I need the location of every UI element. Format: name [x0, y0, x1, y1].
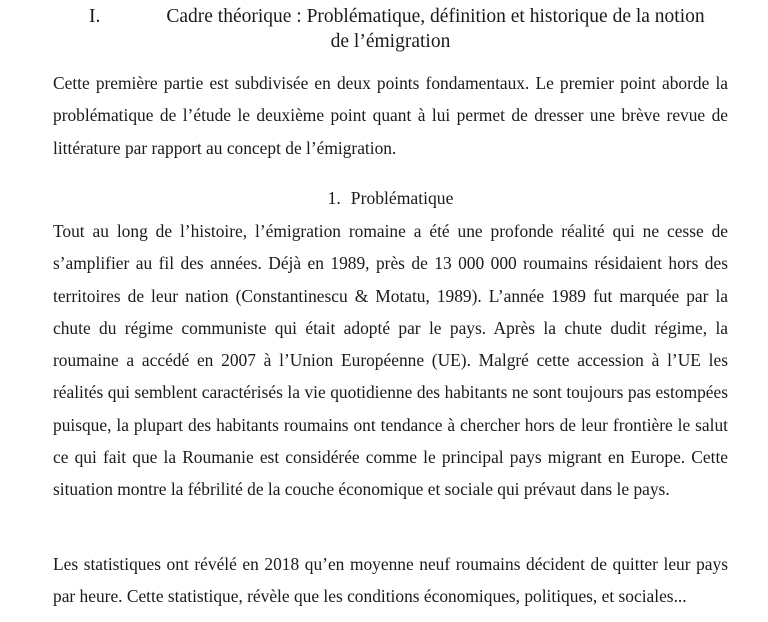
section-heading	[53, 4, 728, 54]
subsection-heading	[53, 184, 728, 212]
section-number: I.	[89, 6, 101, 27]
body-paragraph-continued: Les statistiques ont révélé en 2018 qu’en moyenne neuf roumains décident de quitter leur pays par heure. Cette statistique, révèle que les conditions économiques, politiques, et sociales...	[53, 554, 728, 607]
section-title-line-2: de l’émigration	[330, 31, 451, 52]
subsection-title: Problématique	[350, 188, 454, 208]
intro-paragraph: Cette première partie est subdivisée en deux points fondamentaux. Le premier point aborde la problématique de l’étude le deuxième point quant à lui permet de dresser une brève revue de littérature par rapport au concept de l’émigration.	[53, 73, 728, 158]
body-paragraph: Tout au long de l’histoire, l’émigration romaine a été une profonde réalité qui ne cesse de s’amplifier au fil des années. Déjà en 1989, près de 13 000 000 roumains résidaient hors des territoires de leur nation (Constantinescu & Motatu, 1989). L’année 1989 fut marquée par la chute du régime communiste qui était adopté par le pays. Après la chute dudit régime, la roumaine a accédé en 2007 à l’Union Européenne (UE). Malgré cette accession à l’UE les réalités qui semblent caractérisés la vie quotidienne des habitants ne sont toujours pas estompées puisque, la plupart des habitants roumains ont tendance à chercher hors de leur frontière le salut ce qui fait que la Roumanie est considérée comme le principal pays migrant en Europe. Cette situation montre la fébrilité de la couche économique et sociale qui prévaut dans le pays.	[53, 221, 728, 500]
section-title-line-1: Cadre théorique : Problématique, définition et historique de la notion	[166, 6, 705, 27]
subsection-number: 1.	[327, 188, 341, 208]
